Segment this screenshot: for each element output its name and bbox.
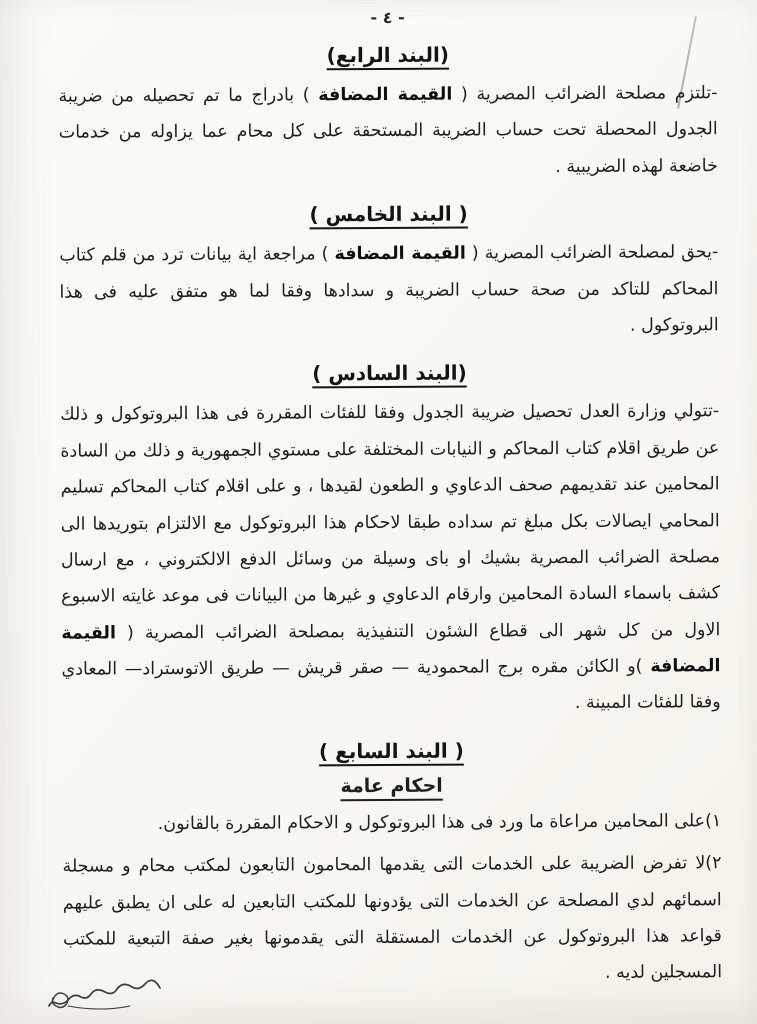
clause-6-paragraph — [60, 394, 721, 725]
general-provision-item-2: ٢)لا تفرض الضريبة على الخدمات التى يقدمها المحامون التابعون لمكتب محام و مسجلة اسمائهم لدي المصلحة عن الخدمات التى يؤدونها للمكتب التابعين له على ان يطبق عليهم قواعد هذا البروتوكول عن الخدمات المستقلة التى يقدمونها بغير صفة التبعية للمكتب المسجلين لديه . — [62, 853, 723, 984]
clause-5-heading: ( البند الخامس ) — [309, 201, 468, 227]
clause-5-vat-term-bold: القيمة المضافة — [334, 243, 466, 265]
clause-5-paragraph — [59, 234, 719, 347]
clause-6-text-pre: -تتولي وزارة العدل تحصيل ضريبة الجدول وفقا للفئات المقررة فى هذا البروتوكول و ذلك عن طريق اقلام كتاب المحاكم و النيابات المختلفة على مستوي الجمهورية و ذلك من السادة المحامين عند تقديمهم صحف الدعاوي و الطعون لقيدها ، و على اقلام كتاب المحاكم تسليم المحامي ايصالات بكل مبلغ تم سداده طبقا لاحكام هذا البروتوكول مع الالتزام بتوريدها الى مصلحة الضرائب المصرية بشيك او باى وسيلة من وسائل الدفع الالكتروني ، مع ارسال كشف باسماء السادة المحامين وارقام الدعاوي و غيرها من البيانات فى موعد غايته الاسبوع الاول من كل شهر الى قطاع الشئون التنفيذية بمصلحة الضرائب المصرية ( — [60, 401, 721, 644]
clause-4-text-post: ) بادراج ما تم تحصيله من ضريبة الجدول المحصلة تحت حساب الضريبة المستحقة على كل محام عما يزاوله من خدمات خاضعة لهذه الضريبية . — [58, 85, 718, 177]
clause-6-vat-term-bold: القيمة المضافة — [61, 623, 721, 677]
clause-6-text-post: )و الكائن مقره برج المحمودية — صقر قريش — طريق الاتوستراد— المعادي وفقا للفئات المبينة . — [61, 656, 721, 714]
general-provision-item-1: ١)على المحامين مراعاة ما ورد فى هذا البروتوكول و الاحكام المقررة بالقانون. — [157, 811, 722, 835]
clause-6-heading: (البند السادس ) — [312, 360, 467, 386]
clause-4-vat-term-bold: القيمة المضافة — [318, 84, 453, 106]
general-provisions-title: احكام عامة — [340, 774, 443, 798]
clause-4-paragraph — [58, 75, 718, 188]
clause-7-heading: ( البند السابع ) — [318, 738, 464, 764]
clause-5-text-post: ) مراجعة اية بيانات ترد من قلم كتاب المحاكم للتاكد من صحة حساب الضريبة و سدادها وفقا لما هو متفق عليه فى هذا البروتوكول . — [59, 244, 719, 336]
clause-5-text-pre: -يحق لمصلحة الضرائب المصرية ( — [465, 242, 719, 264]
page-number: - ٤ - — [370, 7, 405, 28]
clause-4-text-pre: -تلتزم مصلحة الضرائب المصرية ( — [452, 83, 718, 105]
handwritten-signature-icon — [38, 968, 168, 1016]
clause-4-heading: (البند الرابع) — [326, 42, 450, 68]
